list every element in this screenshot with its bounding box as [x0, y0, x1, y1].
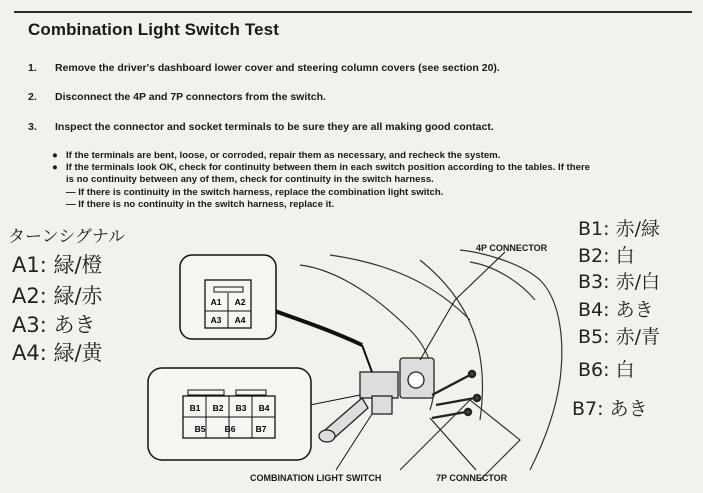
handwritten-note: B3: 赤/白 [578, 271, 660, 293]
step-number: 2. [28, 91, 37, 103]
handwritten-note: B5: 赤/青 [578, 326, 660, 348]
handwritten-note: B7: あき [572, 398, 648, 420]
handwritten-note: A3: あき [12, 313, 96, 337]
handwritten-note: B4: あき [578, 299, 654, 321]
pin-label: B7 [255, 424, 267, 434]
pin-label: B2 [212, 403, 224, 413]
handwritten-note: A2: 緑/赤 [12, 284, 103, 308]
handwritten-heading: ターンシグナル [8, 227, 126, 247]
label-combination-switch: COMBINATION LIGHT SWITCH [250, 473, 382, 483]
pin-label: A2 [234, 297, 246, 307]
dash-item: — If there is continuity in the switch harness, replace the combination light switch. [66, 186, 444, 198]
handwritten-note: B6: 白 [578, 359, 635, 381]
bullet-text: If the terminals look OK, check for continuity between them in each switch position according to the tables. If there [66, 162, 591, 174]
step-text: Disconnect the 4P and 7P connectors from the switch. [55, 91, 326, 103]
pin-label: B5 [194, 424, 206, 434]
pin-label: B3 [235, 403, 247, 413]
page-title: Combination Light Switch Test [28, 20, 279, 39]
label-7p-connector: 7P CONNECTOR [436, 473, 508, 483]
pin-label: A4 [234, 315, 246, 325]
bullet-dot: ● [52, 150, 58, 161]
connector-7p-inset [148, 368, 311, 460]
connector-4p-inset [180, 255, 276, 339]
pin-label: A1 [210, 297, 222, 307]
bullet-continuation: is no continuity between any of them, check for continuity in the switch harness. [66, 174, 434, 186]
handwritten-note: B1: 赤/緑 [578, 218, 660, 240]
mounting-screws [432, 371, 480, 418]
bullet-text: If the terminals are bent, loose, or corroded, repair them as necessary, and recheck the system. [66, 150, 501, 161]
step-number: 3. [28, 121, 37, 133]
step-text: Inspect the connector and socket terminals to be sure they are all making good contact. [55, 121, 494, 133]
bullet-dot: ● [52, 162, 58, 174]
pin-label: B1 [189, 403, 201, 413]
handwritten-note: A4: 緑/黄 [12, 341, 103, 365]
handwritten-note: A1: 緑/橙 [12, 253, 103, 277]
step-number: 1. [28, 62, 37, 74]
dash-item: — If there is no continuity in the switch harness, replace it. [66, 198, 335, 210]
step-text: Remove the driver's dashboard lower cover and steering column covers (see section 20). [55, 62, 500, 74]
label-4p-connector: 4P CONNECTOR [476, 243, 548, 253]
pin-label: A3 [210, 315, 222, 325]
handwritten-note: B2: 白 [578, 245, 635, 267]
pin-label: B4 [258, 403, 270, 413]
pin-label: B6 [224, 424, 236, 434]
